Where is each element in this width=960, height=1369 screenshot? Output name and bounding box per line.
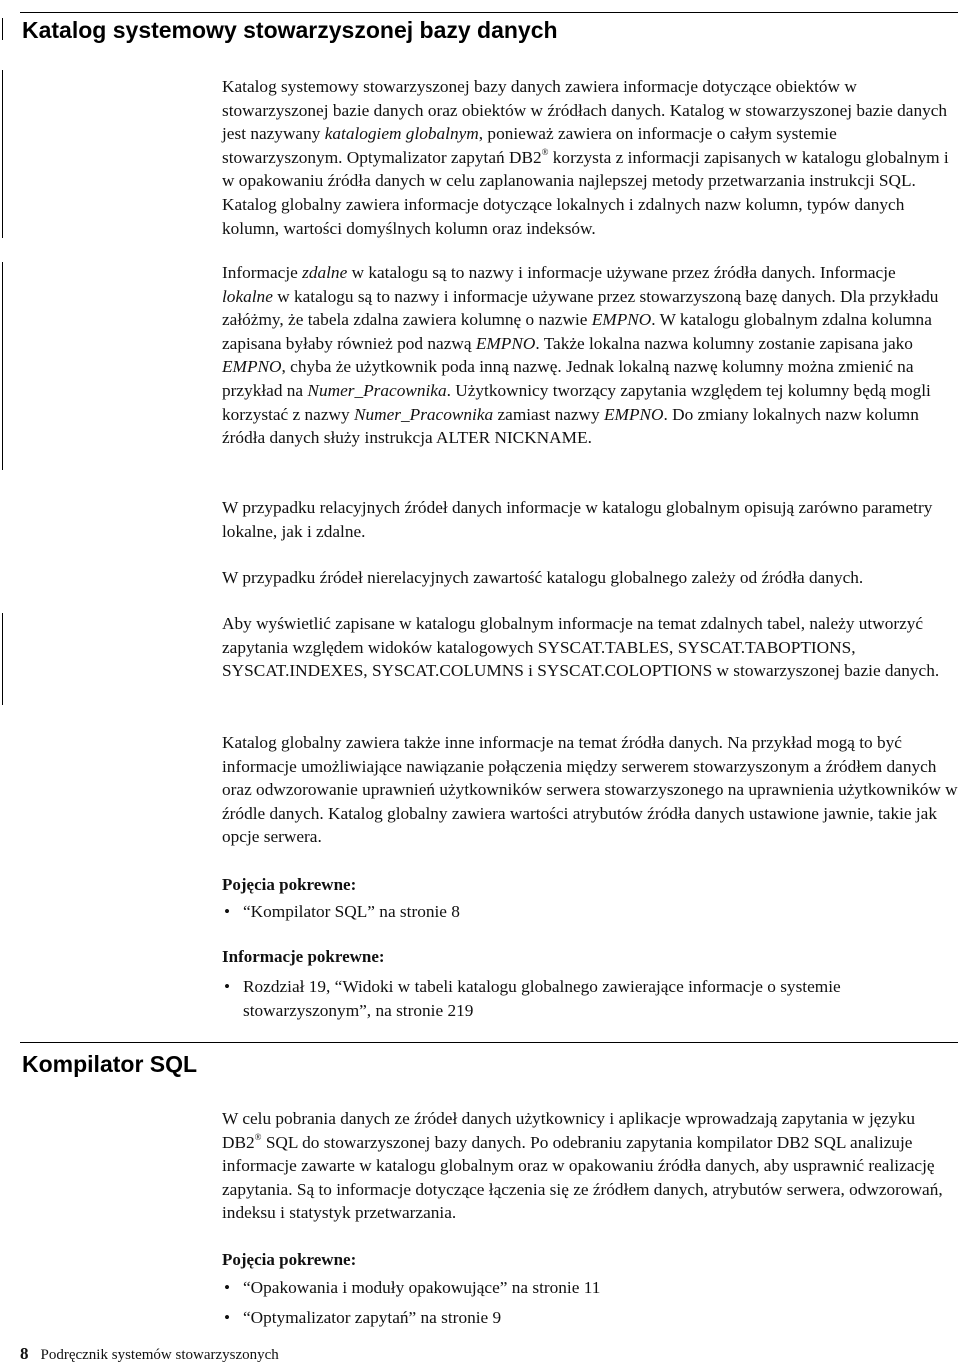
top-rule	[20, 12, 958, 13]
related-information-list	[222, 975, 958, 1022]
related-information-heading: Informacje pokrewne:	[222, 947, 385, 966]
change-bar-title	[2, 18, 3, 40]
related-concept-link[interactable]: • “Kompilator SQL” na stronie 8	[222, 900, 958, 924]
compiler-paragraph: W celu pobrania danych ze źródeł danych użytkownicy i aplikacje wprowadzają zapytania w języku DB2® SQL do stowarzyszonej bazy danych. Po odebraniu zapytania kompilator DB2 SQL analizuje informacje zawarte w katalogu globalnym oraz w opakowaniu źródła danych, aby usprawnić realizację zapytania. Są to informacje dotyczące łączenia się ze źródłem danych, atrybutów serwera, odwzorowań, indeksu i statystyk przetwarzania.	[222, 1109, 943, 1223]
page-footer	[20, 1345, 279, 1364]
related-concepts-list-2	[222, 1276, 958, 1329]
page-number: 8	[20, 1344, 29, 1363]
paragraph-2: Informacje zdalne w katalogu są to nazwy i informacje używane przez źródła danych. Informacje lokalne w katalogu są to nazwy i informacje używane przez stowarzyszoną bazę danych. Dla przykładu załóżmy, że tabela zdalna zawiera kolumnę o nazwie EMPNO. W katalogu globalnym zdalna kolumna zapisana byłaby również pod nazwą EMPNO. Także lokalna nazwa kolumny zostanie zapisana jako EMPNO, chyba że użytkownik poda inną nazwę. Jednak lokalną nazwę kolumny można zmienić na przykład na Numer_Pracownika. Użytkownicy tworzący zapytania względem tej kolumny będą mogli korzystać z nazwy Numer_Pracownika zamiast nazwy EMPNO. Do zmiany lokalnych nazw kolumn źródła danych służy instrukcja ALTER NICKNAME.	[222, 263, 939, 448]
book-title: Podręcznik systemów stowarzyszonych	[40, 1347, 279, 1363]
related-concept-link[interactable]: • “Optymalizator zapytań” na stronie 9	[222, 1306, 958, 1330]
change-bar-paragraph-1	[2, 70, 3, 238]
related-concept-link[interactable]: • “Opakowania i moduły opakowujące” na stronie 11	[222, 1276, 958, 1300]
paragraph-3: W przypadku relacyjnych źródeł danych informacje w katalogu globalnym opisują zarówno parametry lokalne, jak i zdalne.	[222, 498, 933, 541]
bullet-icon: •	[224, 977, 231, 996]
related-concepts-heading: Pojęcia pokrewne:	[222, 875, 357, 894]
related-concepts-heading-2: Pojęcia pokrewne:	[222, 1250, 357, 1269]
paragraph-4: W przypadku źródeł nierelacyjnych zawartość katalogu globalnego zależy od źródła danych.	[222, 568, 864, 587]
change-bar-paragraph-5	[2, 613, 3, 705]
change-bar-paragraph-2	[2, 262, 3, 470]
section-rule	[20, 1042, 958, 1043]
paragraph-5: Aby wyświetlić zapisane w katalogu globalnym informacje na temat zdalnych tabel, należy utworzyć zapytania względem widoków katalogowych SYSCAT.TABLES, SYSCAT.TABOPTIONS, SYSCAT.INDEXES, SYSCAT.COLUMNS i SYSCAT.COLOPTIONS w stowarzyszonej bazie danych.	[222, 614, 940, 681]
related-concepts-list	[222, 900, 958, 924]
section-title-sql-compiler: Kompilator SQL	[22, 1051, 198, 1077]
bullet-icon: •	[224, 902, 231, 921]
related-information-link[interactable]: • Rozdział 19, “Widoki w tabeli katalogu globalnego zawierające informacje o systemie stowarzyszonym”, na stronie 219	[224, 977, 841, 1020]
paragraph-6: Katalog globalny zawiera także inne informacje na temat źródła danych. Na przykład mogą to być informacje umożliwiające nawiązanie połączenia między serwerem stowarzyszonym a źródłem danych oraz odwzorowanie uprawnień użytkowników serwera stowarzyszonego na uprawnienia użytkowników w źródle danych. Katalog globalny zawiera wartości atrybutów źródła danych ustawione jawnie, takie jak opcje serwera.	[222, 733, 958, 847]
bullet-icon: •	[224, 1307, 231, 1327]
paragraph-1: Katalog systemowy stowarzyszonej bazy danych zawiera informacje dotyczące obiektów w stowarzyszonej bazie danych oraz obiektów w źródłach danych. Katalog w stowarzyszonej bazie danych jest nazywany katalogiem globalnym, ponieważ zawiera on informacje o całym systemie stowarzyszonym. Optymalizator zapytań DB2® korzysta z informacji zapisanych w katalogu globalnym i w opakowaniu źródła danych w celu zaplanowania najlepszej metody przetwarzania instrukcji SQL. Katalog globalny zawiera informacje dotyczące lokalnych i zdalnych nazw kolumn, typów danych kolumn, wartości domyślnych kolumn oraz indeksów.	[222, 77, 949, 238]
section-title-global-catalog: Katalog systemowy stowarzyszonej bazy danych	[22, 17, 558, 43]
bullet-icon: •	[224, 1278, 231, 1297]
